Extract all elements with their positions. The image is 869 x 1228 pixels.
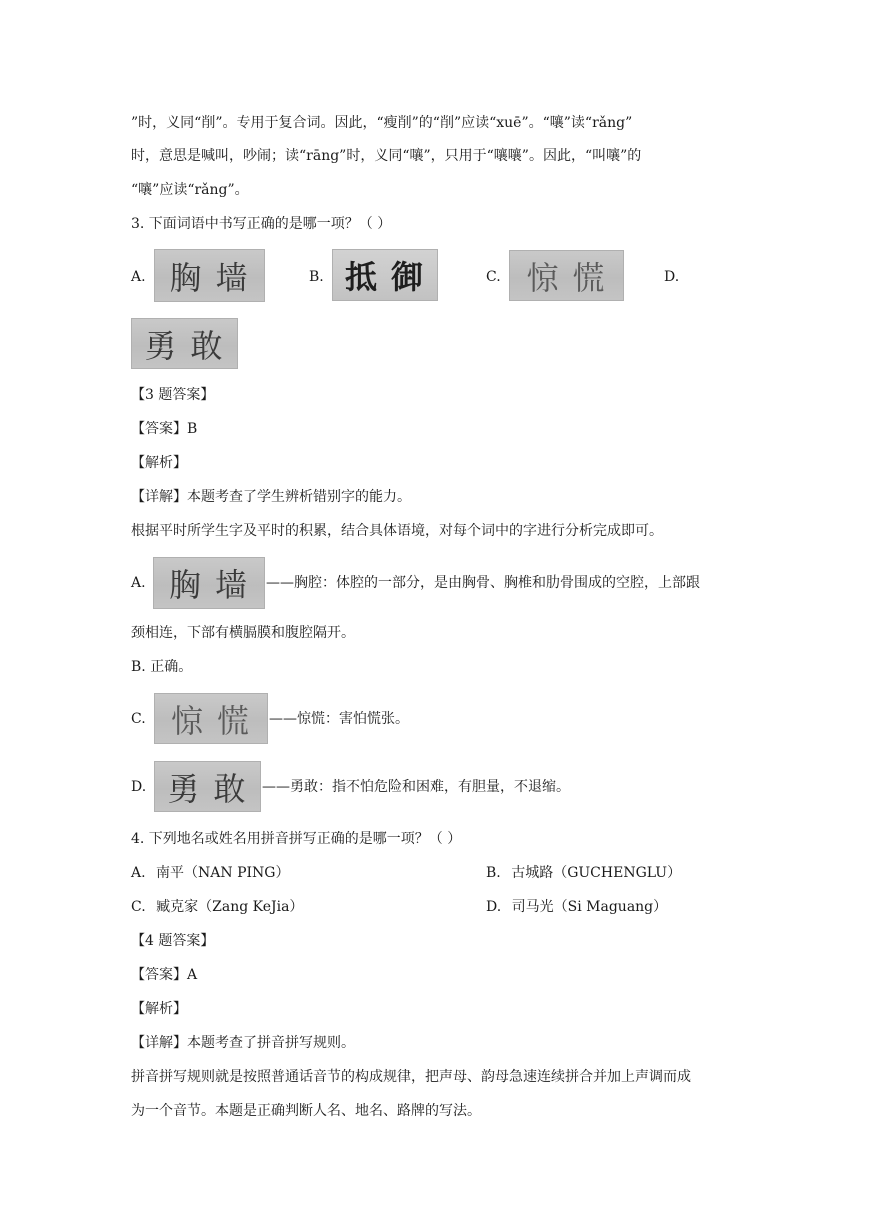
explain-c-label: C.	[131, 711, 146, 727]
explain-a-text-2: 颈相连，下部有横膈膜和腹腔隔开。	[131, 625, 355, 641]
q4-option-b-text: 古城路（GUCHENGLU）	[511, 865, 682, 881]
intro-line-2: 时，意思是喊叫，吵闹；读“rāng”时，义同“嚷”，只用于“嚷嚷”。因此，“叫嚷”的	[131, 148, 642, 164]
q4-option-d-text: 司马光（Si Maguang）	[511, 899, 668, 915]
option-b-label: B.	[309, 269, 324, 285]
answer-header-3: 【3 题答案】	[131, 387, 215, 403]
option-c-handwriting-image: 惊慌	[509, 250, 624, 301]
answer-header-4: 【4 题答案】	[131, 933, 215, 949]
explain-b: B. 正确。	[131, 659, 193, 675]
option-b-handwriting-image: 抵御	[332, 249, 438, 301]
detail-4: 【详解】本题考查了拼音拼写规则。	[131, 1035, 355, 1051]
method-3: 根据平时所学生字及平时的积累，结合具体语境，对每个词中的字进行分析完成即可。	[131, 523, 663, 539]
option-c-label: C.	[486, 269, 501, 285]
explain-d-handwriting-image: 勇敢	[154, 761, 261, 812]
q4-option-b	[486, 863, 681, 883]
q4-option-a-text: 南平（NAN PING）	[156, 865, 290, 881]
explain-c-text: ——惊慌：害怕慌张。	[269, 711, 409, 727]
q4-option-d	[486, 897, 667, 917]
explain-d-text: ——勇敢：指不怕危险和困难，有胆量，不退缩。	[262, 779, 570, 795]
explain-a-label: A.	[131, 575, 146, 591]
rule-4-line-2: 为一个音节。本题是正确判断人名、地名、路牌的写法。	[131, 1103, 481, 1119]
option-a-handwriting-image: 胸墙	[154, 249, 265, 302]
q4-option-d-label: D.	[486, 899, 502, 915]
question-3: 3. 下面词语中书写正确的是哪一项？（ ）	[131, 216, 392, 232]
q4-option-c-text: 臧克家（Zang KeJia）	[156, 899, 304, 915]
answer-3: 【答案】B	[131, 421, 198, 437]
intro-line-3: “嚷”应读“rǎng”。	[131, 182, 249, 198]
question-4: 4. 下列地名或姓名用拼音拼写正确的是哪一项？（ ）	[131, 831, 462, 847]
option-a-label: A.	[131, 269, 146, 285]
q4-option-c	[131, 897, 303, 917]
explain-a-handwriting-image: 胸墙	[153, 557, 265, 609]
analysis-3: 【解析】	[131, 455, 187, 471]
explain-a-text-1: ——胸腔：体腔的一部分，是由胸骨、胸椎和肋骨围成的空腔，上部跟	[266, 575, 700, 591]
q4-option-b-label: B.	[486, 865, 501, 881]
q4-option-a	[131, 863, 289, 883]
q4-option-a-label: A.	[131, 865, 146, 881]
option-d-handwriting-image: 勇敢	[131, 318, 238, 369]
explain-d-label: D.	[131, 779, 147, 795]
rule-4-line-1: 拼音拼写规则就是按照普通话音节的构成规律，把声母、韵母急速连续拼合并加上声调而成	[131, 1069, 691, 1085]
q4-option-c-label: C.	[131, 899, 146, 915]
detail-3: 【详解】本题考查了学生辨析错别字的能力。	[131, 489, 411, 505]
intro-line-1: ”时，义同“削”。专用于复合词。因此，“瘦削”的“削”应读“xuē”。“嚷”读“rǎng”	[131, 115, 633, 131]
analysis-4: 【解析】	[131, 1001, 187, 1017]
explain-c-handwriting-image: 惊慌	[154, 693, 268, 744]
option-d-label: D.	[664, 269, 680, 285]
answer-4: 【答案】A	[131, 967, 198, 983]
